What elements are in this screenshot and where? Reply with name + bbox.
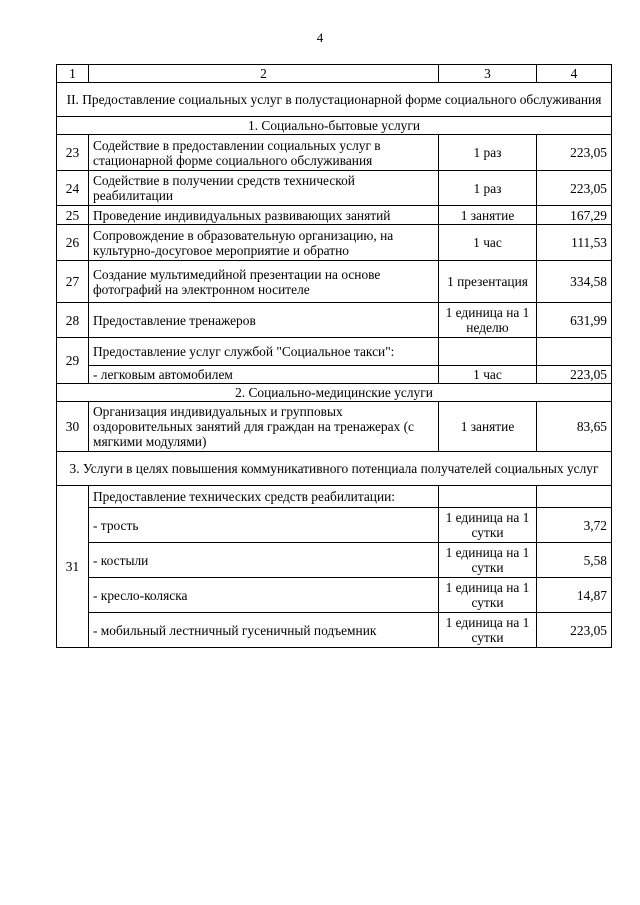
service-price: 83,65	[537, 402, 612, 452]
service-unit: 1 занятие	[439, 402, 537, 452]
table-row	[57, 206, 612, 225]
subsection-title: 3. Услуги в целях повышения коммуникативного потенциала получателей социальных услуг	[57, 452, 612, 486]
table-row	[57, 366, 612, 384]
row-number: 26	[57, 225, 89, 261]
service-group-title: Предоставление технических средств реабилитации:	[89, 486, 439, 508]
table-row	[57, 135, 612, 171]
table-row	[57, 225, 612, 261]
subsection-title: 2. Социально-медицинские услуги	[57, 384, 612, 402]
service-name: Проведение индивидуальных развивающих занятий	[89, 206, 439, 225]
service-name: Содействие в предоставлении социальных услуг в стационарной форме социального обслуживания	[89, 135, 439, 171]
table-row	[57, 402, 612, 452]
table-row	[57, 338, 612, 366]
service-price: 14,87	[537, 578, 612, 613]
service-price: 111,53	[537, 225, 612, 261]
subsection-row	[57, 452, 612, 486]
service-unit: 1 раз	[439, 135, 537, 171]
service-price: 334,58	[537, 261, 612, 303]
subsection-row	[57, 117, 612, 135]
row-number: 29	[57, 338, 89, 384]
table-row	[57, 578, 612, 613]
service-name: - мобильный лестничный гусеничный подъемник	[89, 613, 439, 648]
service-unit: 1 единица на 1 сутки	[439, 543, 537, 578]
service-price-empty	[537, 338, 612, 366]
service-unit: 1 раз	[439, 171, 537, 206]
service-name: - трость	[89, 508, 439, 543]
service-name: Предоставление тренажеров	[89, 303, 439, 338]
service-price: 631,99	[537, 303, 612, 338]
section-row	[57, 83, 612, 117]
service-price: 223,05	[537, 135, 612, 171]
service-unit-empty	[439, 486, 537, 508]
subsection-row	[57, 384, 612, 402]
table-row	[57, 613, 612, 648]
service-unit: 1 занятие	[439, 206, 537, 225]
service-price-empty	[537, 486, 612, 508]
header-col-3: 3	[439, 65, 537, 83]
service-name: Содействие в получении средств технической реабилитации	[89, 171, 439, 206]
service-name: - костыли	[89, 543, 439, 578]
subsection-title: 1. Социально-бытовые услуги	[57, 117, 612, 135]
table-row	[57, 171, 612, 206]
services-table	[56, 64, 612, 648]
service-price: 223,05	[537, 613, 612, 648]
table-row	[57, 303, 612, 338]
header-col-1: 1	[57, 65, 89, 83]
service-unit: 1 единица на 1 неделю	[439, 303, 537, 338]
page-number: 4	[316, 30, 324, 45]
service-name: Сопровождение в образовательную организацию, на культурно-досуговое мероприятие и обратно	[89, 225, 439, 261]
service-name: - кресло-коляска	[89, 578, 439, 613]
service-unit-empty	[439, 338, 537, 366]
service-unit: 1 единица на 1 сутки	[439, 508, 537, 543]
row-number: 30	[57, 402, 89, 452]
service-price: 223,05	[537, 366, 612, 384]
service-price: 3,72	[537, 508, 612, 543]
service-group-title: Предоставление услуг службой "Социальное такси":	[89, 338, 439, 366]
service-price: 167,29	[537, 206, 612, 225]
service-unit: 1 час	[439, 366, 537, 384]
header-col-2: 2	[89, 65, 439, 83]
row-number: 24	[57, 171, 89, 206]
table-row	[57, 486, 612, 508]
table-row	[57, 543, 612, 578]
service-unit: 1 час	[439, 225, 537, 261]
service-price: 5,58	[537, 543, 612, 578]
row-number: 31	[57, 486, 89, 648]
row-number: 25	[57, 206, 89, 225]
service-unit: 1 единица на 1 сутки	[439, 578, 537, 613]
section-title: II. Предоставление социальных услуг в полустационарной форме социального обслуживания	[57, 83, 612, 117]
service-name: - легковым автомобилем	[89, 366, 439, 384]
service-unit: 1 презентация	[439, 261, 537, 303]
service-name: Организация индивидуальных и групповых оздоровительных занятий для граждан на тренажерах (с мягкими модулями)	[89, 402, 439, 452]
table-row	[57, 261, 612, 303]
table-row	[57, 508, 612, 543]
service-name: Создание мультимедийной презентации на основе фотографий на электронном носителе	[89, 261, 439, 303]
row-number: 27	[57, 261, 89, 303]
row-number: 23	[57, 135, 89, 171]
service-price: 223,05	[537, 171, 612, 206]
header-col-4: 4	[537, 65, 612, 83]
row-number: 28	[57, 303, 89, 338]
header-row	[57, 65, 612, 83]
service-unit: 1 единица на 1 сутки	[439, 613, 537, 648]
